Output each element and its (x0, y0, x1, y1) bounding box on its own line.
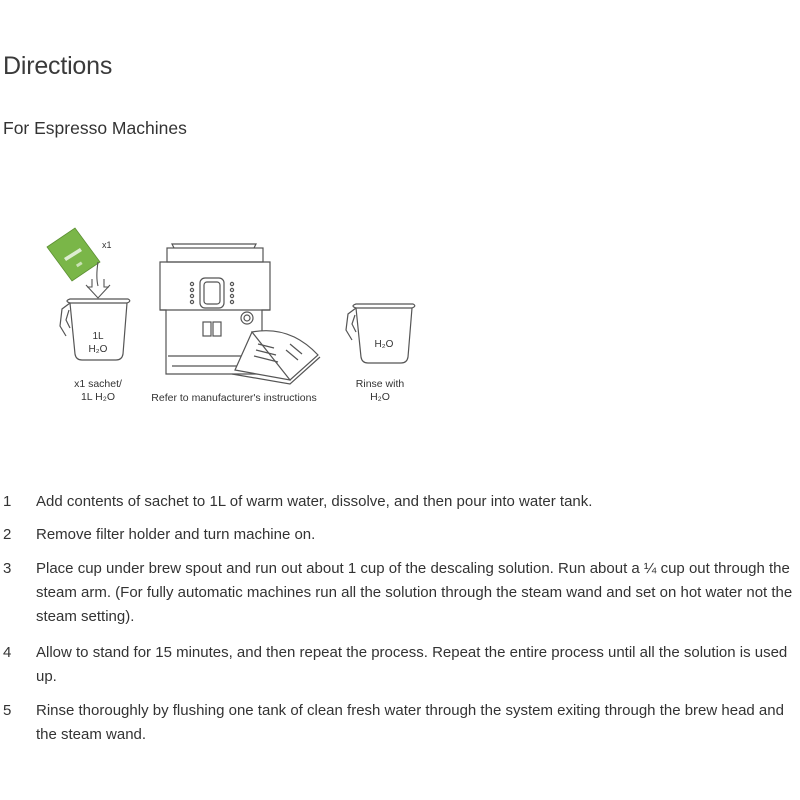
rinse-jug-label: H₂O (374, 339, 394, 350)
step-number: 5 (3, 702, 12, 719)
jug-volume-label: 1L (92, 331, 104, 342)
rinse-caption-line1: Rinse with (355, 378, 405, 390)
manual-book-icon (232, 331, 320, 384)
illustrations (0, 220, 800, 420)
sachet-multiplier: x1 (102, 240, 112, 250)
sachet-caption-line1: x1 sachet/ (74, 378, 122, 390)
sachet-caption (48, 378, 148, 404)
step-text: Allow to stand for 15 minutes, and then repeat the process. Repeat the entire process until all the solution is used up. (36, 644, 788, 685)
machine-caption: Refer to manufacturer's instructions (151, 392, 317, 404)
step-text: Remove filter holder and turn machine on. (36, 526, 316, 543)
jug-water-label: H₂O (88, 344, 108, 355)
rinse-caption-line2: H₂O (370, 391, 390, 403)
step-number: 3 (3, 560, 12, 577)
step-number: 2 (3, 526, 12, 543)
step-text: Add contents of sachet to 1L of warm water, dissolve, and then pour into water tank. (36, 493, 593, 510)
rinse-caption (330, 378, 430, 404)
step-number: 4 (3, 644, 12, 661)
step-text: Rinse thoroughly by flushing one tank of clean fresh water through the system exiting through the brew head and the steam wand. (36, 702, 784, 743)
page-title: Directions (3, 52, 113, 80)
sachet-caption-line2: 1L H₂O (80, 391, 116, 403)
step-number: 1 (3, 493, 12, 510)
rinse-jug-icon (346, 304, 415, 363)
section-subtitle: For Espresso Machines (3, 118, 187, 138)
sachet-icon (47, 228, 100, 281)
step-text: Place cup under brew spout and run out about 1 cup of the descaling solution. Run about a ¼ cup out through the steam arm. (For fully automatic machines run all the solution through the steam wand and set on hot water not the steam setting). (36, 560, 793, 625)
